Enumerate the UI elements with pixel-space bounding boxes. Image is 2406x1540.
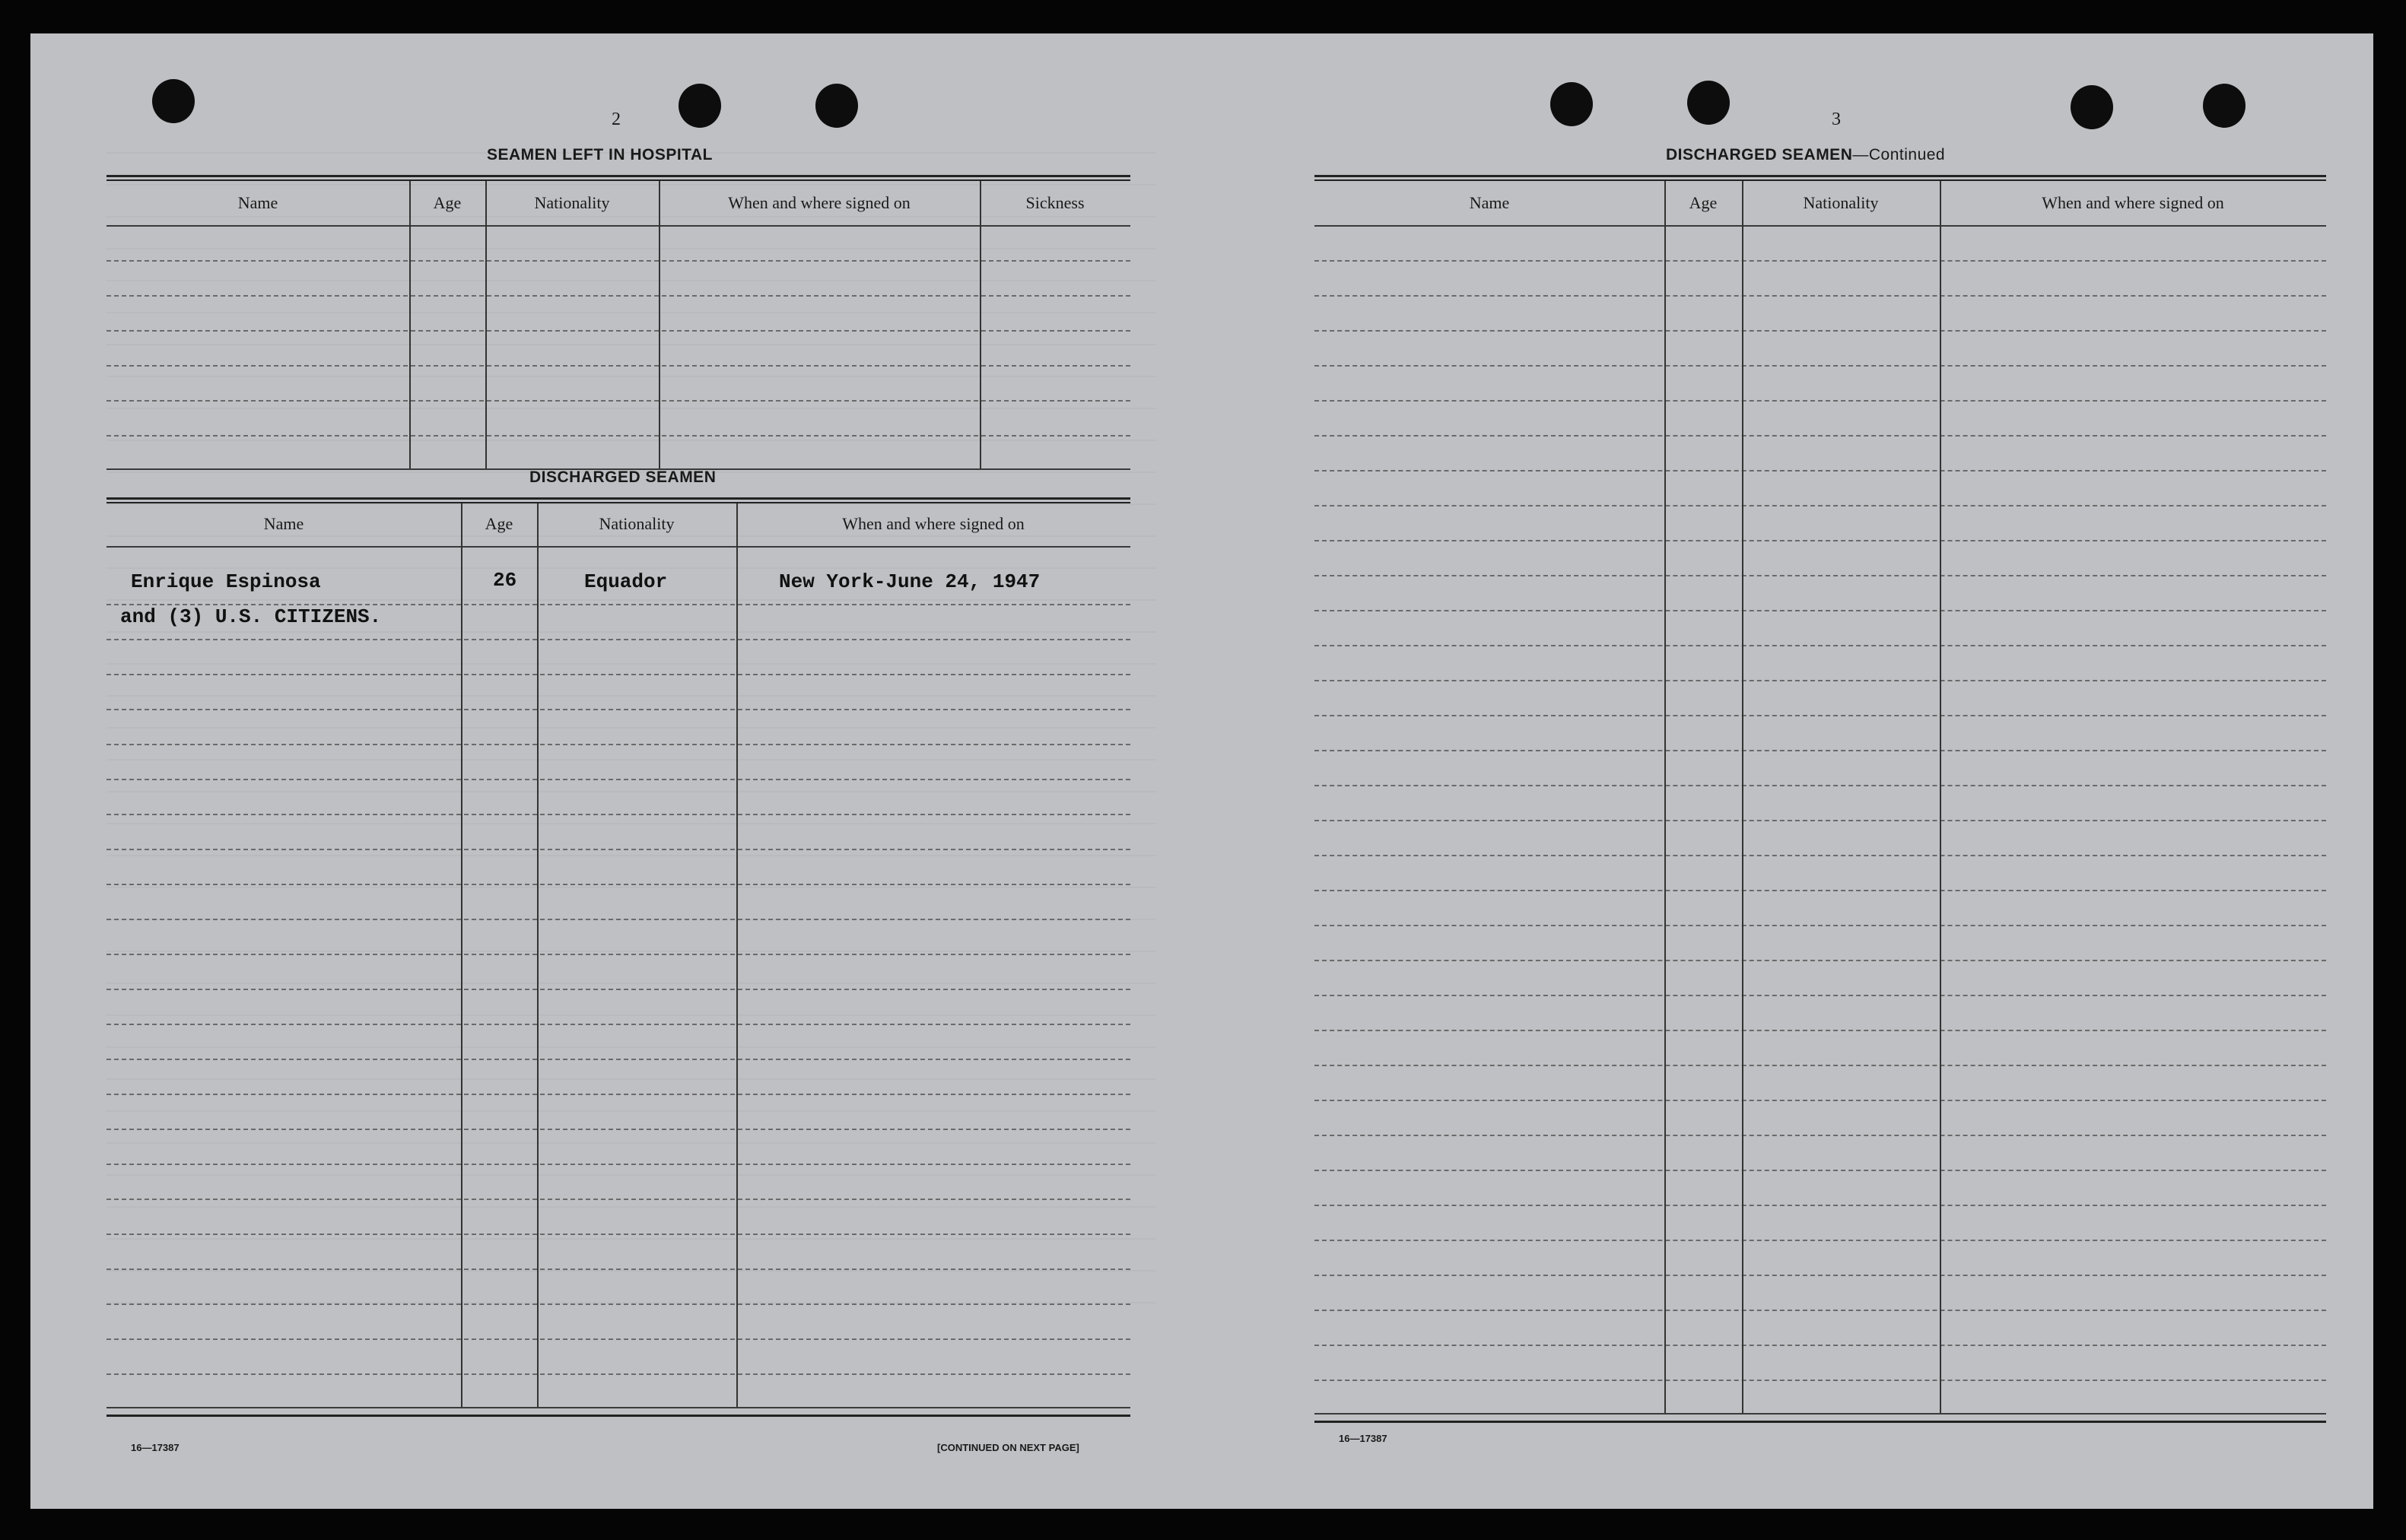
page-number: 2 [612, 110, 621, 129]
page-number: 3 [1832, 110, 1841, 129]
col-header-nationality: Nationality [534, 193, 610, 212]
hospital-table [106, 175, 1130, 479]
col-header-signed-on: When and where signed on [842, 514, 1025, 533]
title-suffix: —Continued [1852, 146, 1946, 164]
seaman-name: and (3) U.S. CITIZENS. [120, 605, 382, 628]
col-header-age: Age [433, 193, 462, 212]
col-header-age: Age [1689, 193, 1718, 212]
right-page [1202, 33, 2343, 1509]
col-header-age: Age [485, 514, 513, 533]
col-header-nationality: Nationality [599, 514, 675, 533]
col-header-signed-on: When and where signed on [2042, 193, 2224, 212]
left-page [30, 33, 1141, 1509]
form-number: 16—17387 [1339, 1433, 1387, 1444]
col-header-signed-on: When and where signed on [728, 193, 911, 212]
seaman-name: Enrique Espinosa [131, 570, 321, 593]
document-sheet [30, 33, 2373, 1509]
seaman-signed-on: New York-June 24, 1947 [779, 570, 1041, 593]
hospital-section-title: SEAMEN LEFT IN HOSPITAL [487, 146, 713, 164]
discharged-continued-title [1666, 146, 1945, 164]
title-text: DISCHARGED SEAMEN [1666, 146, 1853, 164]
discharged-table [106, 497, 1130, 1448]
col-header-nationality: Nationality [1803, 193, 1879, 212]
continued-note: [CONTINUED ON NEXT PAGE] [937, 1442, 1079, 1453]
discharged-section-title: DISCHARGED SEAMEN [529, 468, 717, 486]
seaman-age: 26 [493, 569, 517, 592]
discharged-continued-table [1314, 175, 2326, 1453]
col-header-sickness: Sickness [1025, 193, 1085, 212]
form-number: 16—17387 [131, 1442, 180, 1453]
col-header-name: Name [263, 514, 304, 533]
col-header-name: Name [237, 193, 278, 212]
col-header-name: Name [1469, 193, 1510, 212]
seaman-nationality: Equador [584, 570, 668, 593]
